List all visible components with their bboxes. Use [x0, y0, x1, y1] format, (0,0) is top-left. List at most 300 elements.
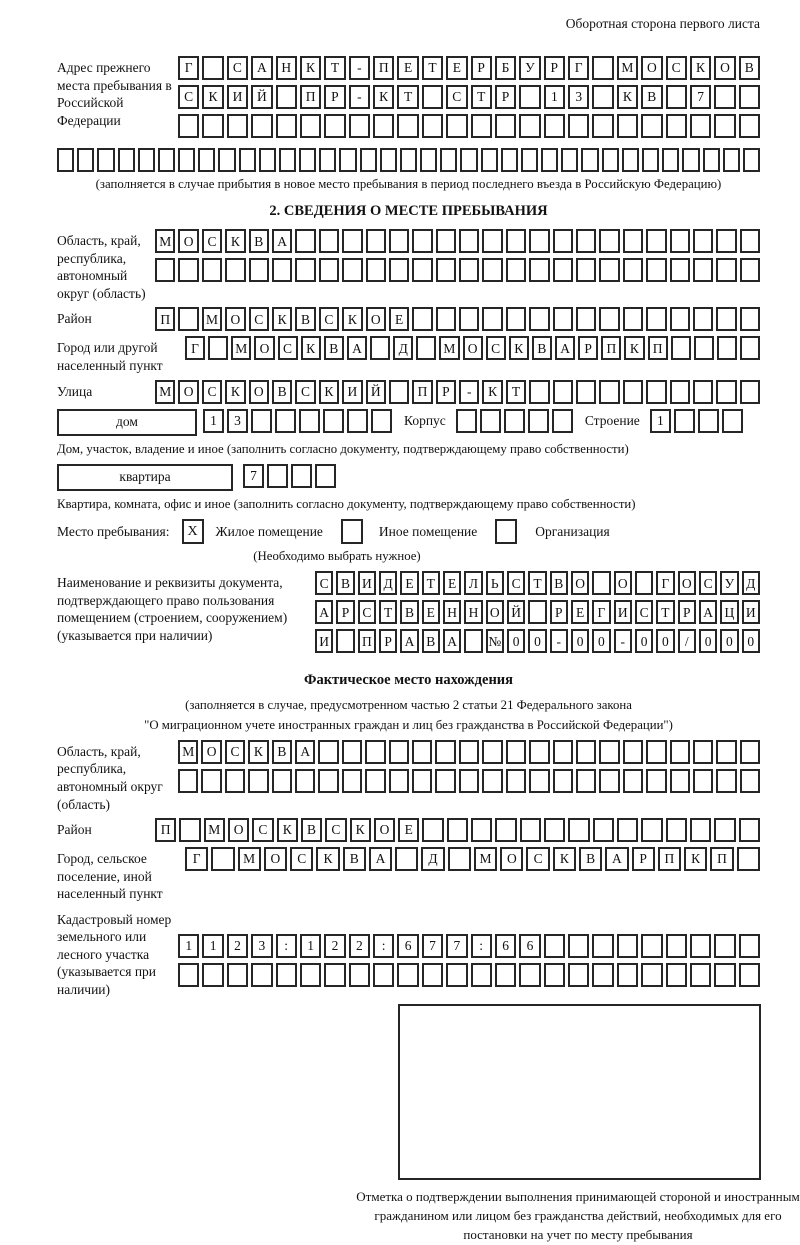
char-box[interactable] — [670, 740, 690, 764]
char-box[interactable]: Д — [379, 571, 397, 595]
char-box[interactable] — [528, 409, 549, 433]
char-box[interactable]: 3 — [227, 409, 248, 433]
char-box[interactable] — [412, 769, 432, 793]
char-box[interactable]: 2 — [349, 934, 370, 958]
char-box[interactable] — [693, 740, 713, 764]
char-box[interactable] — [674, 409, 695, 433]
char-box[interactable] — [641, 963, 662, 987]
char-box[interactable] — [158, 148, 175, 172]
char-box[interactable] — [646, 769, 666, 793]
char-box[interactable] — [592, 571, 610, 595]
char-box[interactable] — [529, 380, 549, 404]
char-box[interactable] — [336, 629, 354, 653]
char-box[interactable]: 0 — [528, 629, 546, 653]
char-box[interactable] — [666, 963, 687, 987]
char-box[interactable] — [436, 258, 456, 282]
char-box[interactable]: М — [617, 56, 638, 80]
char-box[interactable] — [740, 380, 760, 404]
char-box[interactable] — [716, 769, 736, 793]
char-box[interactable]: П — [300, 85, 321, 109]
char-box[interactable]: С — [315, 571, 333, 595]
char-box[interactable] — [670, 380, 690, 404]
char-box[interactable] — [666, 85, 687, 109]
char-box[interactable] — [529, 229, 549, 253]
char-box[interactable] — [318, 740, 338, 764]
char-box[interactable]: Р — [544, 56, 565, 80]
char-box[interactable] — [276, 114, 297, 138]
char-box[interactable] — [529, 769, 549, 793]
char-box[interactable]: Б — [495, 56, 516, 80]
char-box[interactable]: К — [225, 380, 245, 404]
char-box[interactable]: М — [439, 336, 459, 360]
char-box[interactable] — [519, 85, 540, 109]
char-box[interactable]: 1 — [300, 934, 321, 958]
char-box[interactable]: С — [486, 336, 506, 360]
char-box[interactable] — [641, 934, 662, 958]
char-box[interactable] — [690, 934, 711, 958]
char-box[interactable] — [482, 740, 502, 764]
char-box[interactable]: С — [635, 600, 653, 624]
char-box[interactable] — [646, 740, 666, 764]
char-box[interactable]: К — [684, 847, 707, 871]
char-box[interactable] — [671, 336, 691, 360]
char-box[interactable] — [576, 307, 596, 331]
char-box[interactable]: Е — [398, 818, 419, 842]
char-box[interactable]: Д — [421, 847, 444, 871]
char-box[interactable] — [464, 629, 482, 653]
char-box[interactable] — [716, 307, 736, 331]
char-box[interactable] — [716, 740, 736, 764]
char-box[interactable]: Д — [393, 336, 413, 360]
char-box[interactable]: 0 — [742, 629, 760, 653]
char-box[interactable] — [412, 307, 432, 331]
char-box[interactable]: Р — [436, 380, 456, 404]
char-box[interactable]: Р — [336, 600, 354, 624]
char-box[interactable]: Ц — [720, 600, 738, 624]
char-box[interactable] — [666, 934, 687, 958]
char-box[interactable] — [519, 114, 540, 138]
char-box[interactable] — [519, 963, 540, 987]
char-box[interactable] — [291, 464, 312, 488]
char-box[interactable]: О — [571, 571, 589, 595]
char-box[interactable] — [714, 934, 735, 958]
char-box[interactable] — [581, 148, 598, 172]
char-box[interactable]: - — [459, 380, 479, 404]
char-box[interactable] — [739, 963, 760, 987]
char-box[interactable] — [617, 818, 638, 842]
char-box[interactable] — [366, 258, 386, 282]
char-box[interactable] — [646, 229, 666, 253]
char-box[interactable]: П — [155, 818, 176, 842]
char-box[interactable]: Г — [178, 56, 199, 80]
char-box[interactable] — [528, 600, 546, 624]
char-box[interactable] — [201, 769, 221, 793]
char-box[interactable]: К — [277, 818, 298, 842]
char-box[interactable] — [380, 148, 397, 172]
char-box[interactable]: В — [343, 847, 366, 871]
char-box[interactable] — [693, 307, 713, 331]
char-box[interactable]: С — [290, 847, 313, 871]
char-box[interactable]: 3 — [568, 85, 589, 109]
char-box[interactable] — [389, 258, 409, 282]
char-box[interactable]: Л — [464, 571, 482, 595]
char-box[interactable] — [155, 258, 175, 282]
char-box[interactable] — [178, 963, 199, 987]
char-box[interactable]: 7 — [243, 464, 264, 488]
char-box[interactable]: О — [714, 56, 735, 80]
char-box[interactable] — [218, 148, 235, 172]
char-box[interactable] — [178, 258, 198, 282]
char-box[interactable] — [576, 740, 596, 764]
char-box[interactable]: К — [248, 740, 268, 764]
char-box[interactable] — [703, 148, 720, 172]
char-box[interactable]: Е — [446, 56, 467, 80]
char-box[interactable]: О — [178, 229, 198, 253]
char-box[interactable]: 1 — [178, 934, 199, 958]
char-box[interactable] — [482, 229, 502, 253]
char-box[interactable]: К — [300, 56, 321, 80]
char-box[interactable] — [544, 818, 565, 842]
char-box[interactable]: С — [526, 847, 549, 871]
char-box[interactable] — [436, 229, 456, 253]
char-box[interactable] — [714, 85, 735, 109]
char-box[interactable] — [389, 740, 409, 764]
char-box[interactable] — [389, 769, 409, 793]
char-box[interactable]: Т — [528, 571, 546, 595]
char-box[interactable] — [646, 258, 666, 282]
char-box[interactable] — [272, 769, 292, 793]
char-box[interactable] — [295, 229, 315, 253]
char-box[interactable]: 7 — [446, 934, 467, 958]
char-box[interactable] — [482, 307, 502, 331]
char-box[interactable]: П — [601, 336, 621, 360]
char-box[interactable] — [435, 740, 455, 764]
char-box[interactable]: Т — [379, 600, 397, 624]
char-box[interactable] — [506, 740, 526, 764]
char-box[interactable] — [717, 336, 737, 360]
char-box[interactable] — [178, 769, 198, 793]
char-box[interactable]: И — [342, 380, 362, 404]
char-box[interactable] — [693, 769, 713, 793]
char-box[interactable] — [714, 818, 735, 842]
char-box[interactable] — [422, 114, 443, 138]
char-box[interactable]: В — [272, 380, 292, 404]
char-box[interactable] — [211, 847, 234, 871]
char-box[interactable] — [506, 307, 526, 331]
char-box[interactable] — [544, 114, 565, 138]
char-box[interactable] — [435, 769, 455, 793]
char-box[interactable] — [740, 769, 760, 793]
char-box[interactable]: 0 — [571, 629, 589, 653]
char-box[interactable]: В — [295, 307, 315, 331]
char-box[interactable] — [521, 148, 538, 172]
char-box[interactable] — [529, 258, 549, 282]
char-box[interactable] — [202, 258, 222, 282]
char-box[interactable] — [422, 818, 443, 842]
char-box[interactable] — [299, 409, 320, 433]
char-box[interactable]: П — [658, 847, 681, 871]
char-box[interactable] — [251, 963, 272, 987]
char-box[interactable] — [568, 934, 589, 958]
char-box[interactable]: Й — [507, 600, 525, 624]
char-box[interactable] — [623, 380, 643, 404]
char-box[interactable] — [373, 114, 394, 138]
char-box[interactable] — [623, 258, 643, 282]
char-box[interactable] — [576, 258, 596, 282]
char-box[interactable]: О — [178, 380, 198, 404]
char-box[interactable] — [529, 740, 549, 764]
char-box[interactable] — [739, 85, 760, 109]
char-box[interactable]: Н — [443, 600, 461, 624]
char-box[interactable] — [267, 464, 288, 488]
char-box[interactable]: У — [720, 571, 738, 595]
char-box[interactable]: К — [617, 85, 638, 109]
char-box[interactable]: В — [400, 600, 418, 624]
char-box[interactable] — [593, 818, 614, 842]
char-box[interactable] — [370, 336, 390, 360]
char-box[interactable]: А — [347, 336, 367, 360]
char-box[interactable]: / — [678, 629, 696, 653]
char-box[interactable]: А — [555, 336, 575, 360]
char-box[interactable] — [447, 818, 468, 842]
char-box[interactable] — [366, 229, 386, 253]
char-box[interactable]: В — [249, 229, 269, 253]
char-box[interactable] — [599, 769, 619, 793]
char-box[interactable]: У — [519, 56, 540, 80]
char-box[interactable] — [275, 409, 296, 433]
char-box[interactable]: К — [553, 847, 576, 871]
char-box[interactable]: П — [358, 629, 376, 653]
char-box[interactable] — [138, 148, 155, 172]
char-box[interactable] — [446, 963, 467, 987]
char-box[interactable]: Р — [632, 847, 655, 871]
char-box[interactable] — [456, 409, 477, 433]
char-box[interactable]: О — [201, 740, 221, 764]
char-box[interactable] — [690, 818, 711, 842]
char-box[interactable] — [520, 818, 541, 842]
char-box[interactable] — [318, 769, 338, 793]
char-box[interactable]: К — [319, 380, 339, 404]
char-box[interactable] — [716, 380, 736, 404]
char-box[interactable]: Е — [443, 571, 461, 595]
char-box[interactable]: В — [272, 740, 292, 764]
char-box[interactable]: 1 — [544, 85, 565, 109]
char-box[interactable] — [422, 963, 443, 987]
char-box[interactable]: Т — [471, 85, 492, 109]
char-box[interactable] — [371, 409, 392, 433]
char-box[interactable] — [315, 464, 336, 488]
char-box[interactable]: И — [315, 629, 333, 653]
char-box[interactable] — [295, 769, 315, 793]
char-box[interactable]: Р — [550, 600, 568, 624]
char-box[interactable]: С — [225, 740, 245, 764]
char-box[interactable]: 3 — [251, 934, 272, 958]
char-box[interactable] — [670, 769, 690, 793]
char-box[interactable] — [259, 148, 276, 172]
char-box[interactable]: С — [699, 571, 717, 595]
char-box[interactable] — [324, 114, 345, 138]
char-box[interactable] — [740, 740, 760, 764]
char-box[interactable] — [646, 380, 666, 404]
char-box[interactable] — [97, 148, 114, 172]
char-box[interactable]: П — [412, 380, 432, 404]
char-box[interactable] — [506, 769, 526, 793]
char-box[interactable] — [714, 963, 735, 987]
char-box[interactable] — [397, 963, 418, 987]
char-box[interactable] — [420, 148, 437, 172]
char-box[interactable]: О — [366, 307, 386, 331]
char-box[interactable]: Р — [495, 85, 516, 109]
char-box[interactable] — [623, 769, 643, 793]
char-box[interactable]: О — [500, 847, 523, 871]
char-box[interactable] — [635, 571, 653, 595]
char-box[interactable]: Р — [471, 56, 492, 80]
char-box[interactable] — [592, 934, 613, 958]
char-box[interactable]: В — [739, 56, 760, 80]
char-box[interactable] — [576, 229, 596, 253]
char-box[interactable]: Т — [422, 571, 440, 595]
char-box[interactable] — [178, 307, 198, 331]
char-box[interactable]: В — [579, 847, 602, 871]
char-box[interactable]: Г — [592, 600, 610, 624]
char-box[interactable]: О — [254, 336, 274, 360]
char-box[interactable]: В — [324, 336, 344, 360]
char-box[interactable] — [623, 740, 643, 764]
char-box[interactable] — [251, 114, 272, 138]
char-box[interactable]: № — [486, 629, 504, 653]
char-box[interactable]: Р — [678, 600, 696, 624]
char-box[interactable]: М — [202, 307, 222, 331]
char-box[interactable] — [412, 229, 432, 253]
char-box[interactable]: П — [648, 336, 668, 360]
char-box[interactable] — [662, 148, 679, 172]
char-box[interactable] — [339, 148, 356, 172]
char-box[interactable] — [225, 769, 245, 793]
char-box[interactable] — [276, 85, 297, 109]
char-box[interactable] — [459, 769, 479, 793]
char-box[interactable] — [553, 229, 573, 253]
char-box[interactable] — [225, 258, 245, 282]
char-box[interactable] — [568, 963, 589, 987]
char-box[interactable]: 1 — [202, 934, 223, 958]
char-box[interactable] — [529, 307, 549, 331]
char-box[interactable] — [623, 307, 643, 331]
char-box[interactable]: К — [373, 85, 394, 109]
char-box[interactable] — [568, 114, 589, 138]
char-box[interactable] — [722, 409, 743, 433]
char-box[interactable]: И — [614, 600, 632, 624]
char-box[interactable]: 0 — [720, 629, 738, 653]
char-box[interactable] — [740, 258, 760, 282]
char-box[interactable]: О — [249, 380, 269, 404]
char-box[interactable] — [576, 380, 596, 404]
char-box[interactable]: С — [202, 229, 222, 253]
char-box[interactable]: С — [252, 818, 273, 842]
char-box[interactable]: С — [325, 818, 346, 842]
char-box[interactable]: А — [699, 600, 717, 624]
char-box[interactable]: К — [225, 229, 245, 253]
char-box[interactable]: Г — [185, 336, 205, 360]
char-box[interactable]: 0 — [699, 629, 717, 653]
char-box[interactable]: В — [336, 571, 354, 595]
char-box[interactable] — [272, 258, 292, 282]
char-box[interactable] — [690, 963, 711, 987]
char-box[interactable]: К — [342, 307, 362, 331]
char-box[interactable]: Е — [571, 600, 589, 624]
char-box[interactable] — [599, 740, 619, 764]
char-box[interactable] — [300, 114, 321, 138]
char-box[interactable] — [739, 934, 760, 958]
checkbox-inoe[interactable] — [341, 519, 363, 544]
char-box[interactable]: С — [249, 307, 269, 331]
char-box[interactable]: Д — [742, 571, 760, 595]
char-box[interactable] — [576, 769, 596, 793]
char-box[interactable]: О — [641, 56, 662, 80]
char-box[interactable] — [641, 114, 662, 138]
char-box[interactable] — [471, 818, 492, 842]
char-box[interactable]: - — [349, 85, 370, 109]
char-box[interactable] — [389, 380, 409, 404]
char-box[interactable]: С — [178, 85, 199, 109]
char-box[interactable]: О — [225, 307, 245, 331]
char-box[interactable] — [666, 114, 687, 138]
char-box[interactable] — [365, 769, 385, 793]
char-box[interactable]: К — [202, 85, 223, 109]
char-box[interactable] — [459, 258, 479, 282]
char-box[interactable] — [249, 258, 269, 282]
char-box[interactable]: О — [614, 571, 632, 595]
char-box[interactable] — [319, 148, 336, 172]
char-box[interactable]: А — [369, 847, 392, 871]
char-box[interactable] — [599, 258, 619, 282]
char-box[interactable]: С — [295, 380, 315, 404]
char-box[interactable]: Р — [324, 85, 345, 109]
char-box[interactable]: А — [605, 847, 628, 871]
char-box[interactable] — [440, 148, 457, 172]
char-box[interactable]: М — [178, 740, 198, 764]
char-box[interactable] — [178, 114, 199, 138]
char-box[interactable]: 1 — [203, 409, 224, 433]
char-box[interactable] — [319, 229, 339, 253]
char-box[interactable]: - — [614, 629, 632, 653]
char-box[interactable] — [342, 229, 362, 253]
char-box[interactable] — [743, 148, 760, 172]
char-box[interactable]: К — [301, 336, 321, 360]
char-box[interactable]: С — [666, 56, 687, 80]
char-box[interactable] — [642, 148, 659, 172]
char-box[interactable] — [737, 847, 760, 871]
char-box[interactable]: В — [550, 571, 568, 595]
char-box[interactable] — [740, 229, 760, 253]
char-box[interactable]: 2 — [227, 934, 248, 958]
char-box[interactable] — [666, 818, 687, 842]
char-box[interactable] — [459, 229, 479, 253]
char-box[interactable] — [323, 409, 344, 433]
char-box[interactable] — [208, 336, 228, 360]
char-box[interactable] — [568, 818, 589, 842]
char-box[interactable]: Р — [379, 629, 397, 653]
char-box[interactable] — [592, 114, 613, 138]
char-box[interactable] — [682, 148, 699, 172]
char-box[interactable]: А — [272, 229, 292, 253]
char-box[interactable] — [553, 307, 573, 331]
char-box[interactable]: К — [690, 56, 711, 80]
char-box[interactable]: М — [155, 380, 175, 404]
char-box[interactable] — [319, 258, 339, 282]
char-box[interactable] — [448, 847, 471, 871]
char-box[interactable] — [118, 148, 135, 172]
char-box[interactable] — [300, 963, 321, 987]
